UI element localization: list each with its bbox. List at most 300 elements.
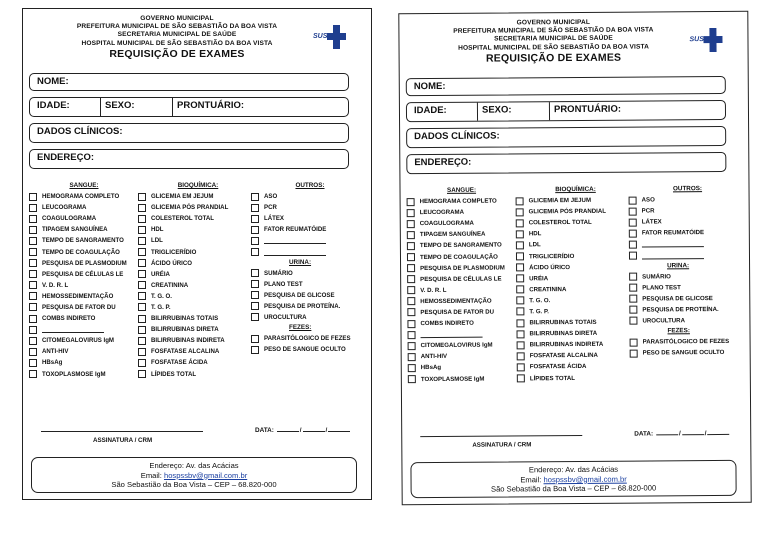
- exam-checkbox-item[interactable]: [516, 239, 636, 251]
- checkbox[interactable]: [517, 374, 525, 382]
- checkbox[interactable]: [629, 196, 637, 204]
- blood-exam-list-extra: [408, 340, 518, 385]
- exam-checkbox-item[interactable]: [251, 191, 369, 202]
- exam-checkbox-item[interactable]: [629, 194, 747, 206]
- checkbox[interactable]: [138, 315, 146, 323]
- exam-checkbox-item[interactable]: [29, 202, 139, 213]
- name-label: NOME:: [413, 80, 446, 93]
- exam-label: PARASITÓLOGICO DE FEZES: [264, 335, 351, 343]
- blank-exam-line[interactable]: [629, 238, 747, 250]
- exam-label: PLANO TEST: [264, 280, 303, 288]
- checkbox[interactable]: [29, 315, 37, 323]
- checkbox[interactable]: [29, 226, 37, 234]
- exam-label: TEMPO DE COAGULAÇÃO: [42, 248, 120, 256]
- exam-label: BILIRRUBINAS TOTAIS: [529, 318, 597, 327]
- exam-checkbox-item[interactable]: [407, 284, 517, 296]
- checkbox[interactable]: [29, 215, 37, 223]
- exam-checkbox-item[interactable]: [251, 333, 369, 344]
- checkbox[interactable]: [516, 197, 524, 205]
- exam-checkbox-item[interactable]: [516, 306, 636, 318]
- name-label: NOME:: [37, 76, 69, 87]
- checkbox[interactable]: [629, 252, 637, 260]
- checkbox[interactable]: [138, 348, 146, 356]
- exam-checkbox-item[interactable]: [29, 224, 139, 235]
- footer-email-link[interactable]: hospssbv@gmail.com.br: [543, 474, 627, 484]
- date-field[interactable]: [255, 425, 351, 434]
- exam-label: ASO: [641, 196, 655, 204]
- exam-checkbox-item[interactable]: [29, 280, 139, 291]
- checkbox[interactable]: [408, 353, 416, 361]
- checkbox[interactable]: [251, 248, 259, 256]
- exam-checkbox-item[interactable]: [138, 324, 258, 335]
- exam-checkbox-item[interactable]: [408, 351, 518, 363]
- exam-checkbox-item[interactable]: [29, 335, 139, 346]
- exam-label: FOSFATASE ALCALINA: [529, 352, 598, 360]
- checkbox[interactable]: [251, 237, 259, 245]
- exam-checkbox-item[interactable]: [517, 361, 637, 373]
- checkbox[interactable]: [29, 348, 37, 356]
- clinical-data-field[interactable]: [406, 126, 726, 148]
- checkbox[interactable]: [408, 364, 416, 372]
- exam-label: PESQUISA DE GLICOSE: [264, 291, 335, 299]
- exam-label: TRIGLICERÍDIO: [151, 248, 197, 256]
- exam-checkbox-item[interactable]: [251, 344, 369, 355]
- exam-checkbox-item[interactable]: [138, 191, 258, 202]
- exam-checkbox-item[interactable]: [407, 218, 517, 230]
- exam-checkbox-item[interactable]: [517, 372, 637, 384]
- exam-checkbox-item[interactable]: [516, 261, 636, 273]
- urine-section-title: URINA:: [667, 261, 690, 269]
- signature-line[interactable]: [420, 435, 582, 437]
- checkbox[interactable]: [29, 359, 37, 367]
- exam-checkbox-item[interactable]: [138, 202, 258, 213]
- checkbox[interactable]: [517, 341, 525, 349]
- checkbox[interactable]: [407, 320, 415, 328]
- footer-email-link[interactable]: hospssbv@gmail.com.br: [163, 470, 248, 480]
- exam-checkbox-item[interactable]: [407, 273, 517, 285]
- stool-section-title: FEZES:: [667, 327, 690, 335]
- checkbox[interactable]: [407, 264, 415, 272]
- exam-label: PESO DE SANGUE OCULTO: [264, 346, 346, 354]
- checkbox[interactable]: [516, 263, 524, 271]
- checkbox[interactable]: [629, 273, 637, 281]
- exam-label: PESO DE SANGUE OCULTO: [642, 349, 725, 357]
- exam-checkbox-item[interactable]: [29, 269, 139, 280]
- sex-label: SEXO:: [105, 100, 135, 111]
- checkbox[interactable]: [138, 337, 146, 345]
- checkbox[interactable]: [251, 291, 259, 299]
- checkbox[interactable]: [251, 346, 259, 354]
- exam-checkbox-item[interactable]: [516, 283, 636, 295]
- exam-label: LDL: [151, 237, 163, 245]
- exam-checkbox-item[interactable]: [29, 213, 139, 224]
- exam-label: T. G. O.: [151, 292, 172, 300]
- exam-label: HBsAg: [420, 364, 442, 372]
- exam-label: ÁCIDO ÚRICO: [529, 263, 571, 271]
- footer-city: São Sebastião da Boa Vista – CEP – 68.820-000: [111, 480, 277, 490]
- exam-label: HBsAg: [42, 359, 63, 367]
- checkbox[interactable]: [29, 326, 37, 334]
- date-separator: /: [299, 427, 302, 434]
- checkbox[interactable]: [407, 242, 415, 250]
- address-field[interactable]: [406, 152, 726, 174]
- checkbox[interactable]: [138, 193, 146, 201]
- exam-checkbox-item[interactable]: [138, 302, 258, 313]
- exam-checkbox-item[interactable]: [516, 328, 636, 340]
- exam-checkbox-item[interactable]: [138, 357, 258, 368]
- clinical-data-label: DADOS CLÍNICOS:: [414, 130, 500, 143]
- checkbox[interactable]: [630, 349, 638, 357]
- date-month-line: [682, 428, 704, 435]
- exam-checkbox-item[interactable]: [408, 362, 518, 374]
- exam-checkbox-item[interactable]: [516, 228, 636, 240]
- date-month-line: [303, 425, 325, 432]
- exam-checkbox-item[interactable]: [29, 291, 139, 302]
- checkbox[interactable]: [629, 295, 637, 303]
- exam-label: TOXOPLASMOSE IgM: [42, 370, 106, 378]
- exam-label: ANTI-HIV: [42, 348, 69, 356]
- checkbox[interactable]: [251, 280, 259, 288]
- exam-checkbox-item[interactable]: [629, 304, 747, 316]
- checkbox[interactable]: [407, 309, 415, 317]
- checkbox[interactable]: [407, 198, 415, 206]
- checkbox[interactable]: [138, 259, 146, 267]
- exam-checkbox-item[interactable]: [516, 294, 636, 306]
- checkbox[interactable]: [138, 226, 146, 234]
- checkbox[interactable]: [407, 286, 415, 294]
- exam-checkbox-item[interactable]: [251, 202, 369, 213]
- checkbox[interactable]: [408, 342, 416, 350]
- age-sex-record-row: [406, 100, 726, 122]
- exam-checkbox-item[interactable]: [407, 317, 517, 329]
- exam-label: GLICEMIA PÓS PRANDIAL: [151, 204, 229, 212]
- checkbox[interactable]: [516, 286, 524, 294]
- date-year-line: [704, 428, 729, 438]
- exam-checkbox-item[interactable]: [629, 227, 747, 239]
- address-label: ENDEREÇO:: [37, 152, 95, 163]
- exam-checkbox-item[interactable]: [251, 279, 369, 290]
- checkbox[interactable]: [516, 241, 524, 249]
- exam-label: SUMÁRIO: [642, 272, 671, 281]
- checkbox[interactable]: [516, 297, 524, 305]
- exam-label: PESQUISA DE FATOR DU: [42, 303, 116, 311]
- stool-exam-list: [630, 336, 748, 359]
- exam-checkbox-item[interactable]: [408, 340, 518, 352]
- exam-checkbox-item[interactable]: [251, 268, 369, 279]
- blood-exam-list: [29, 191, 139, 324]
- checkbox[interactable]: [251, 204, 259, 212]
- checkbox[interactable]: [407, 253, 415, 261]
- exam-checkbox-item[interactable]: [407, 295, 517, 307]
- exam-label: TEMPO DE COAGULAÇÃO: [419, 253, 498, 261]
- address-label: ENDEREÇO:: [414, 156, 472, 169]
- checkbox[interactable]: [138, 292, 146, 300]
- checkbox[interactable]: [138, 204, 146, 212]
- record-field[interactable]: [549, 102, 621, 121]
- checkbox[interactable]: [629, 229, 637, 237]
- exam-checkbox-item[interactable]: [251, 301, 369, 312]
- checkbox[interactable]: [29, 370, 37, 378]
- exam-checkbox-item[interactable]: [407, 251, 517, 263]
- exam-label: T. G. P.: [151, 303, 171, 311]
- footer-box: [31, 457, 357, 493]
- exam-label: TIPAGEM SANGUÍNEA: [42, 226, 108, 234]
- exam-checkbox-item[interactable]: [138, 258, 258, 269]
- checkbox[interactable]: [138, 303, 146, 311]
- sex-field[interactable]: [100, 98, 135, 116]
- checkbox[interactable]: [516, 230, 524, 238]
- exam-label: FOSFATASE ALCALINA: [151, 348, 220, 356]
- exam-label: HEMOSSEDIMENTAÇÃO: [420, 297, 492, 305]
- exam-checkbox-item[interactable]: [629, 216, 747, 228]
- exam-label: LÁTEX: [641, 218, 662, 226]
- blank-exam-line[interactable]: [629, 249, 747, 261]
- checkbox[interactable]: [138, 215, 146, 223]
- exam-request-form-right: [398, 11, 751, 505]
- exam-checkbox-item[interactable]: [138, 246, 258, 257]
- checkbox[interactable]: [629, 218, 637, 226]
- exam-label: TEMPO DE SANGRAMENTO: [419, 241, 502, 250]
- checkbox[interactable]: [517, 352, 525, 360]
- sus-logo-text: SUS: [313, 33, 328, 40]
- checkbox[interactable]: [408, 375, 416, 383]
- signature-label: ASSINATURA / CRM: [93, 437, 153, 444]
- exam-checkbox-item[interactable]: [138, 313, 258, 324]
- checkbox[interactable]: [516, 308, 524, 316]
- exam-checkbox-item[interactable]: [251, 290, 369, 301]
- exam-checkbox-item[interactable]: [629, 205, 747, 217]
- exam-label: PESQUISA DE PLASMODIUM: [420, 264, 505, 272]
- checkbox[interactable]: [516, 219, 524, 227]
- urine-exam-list: [251, 268, 369, 323]
- form-title: REQUISIÇÃO DE EXAMES: [109, 47, 245, 60]
- checkbox[interactable]: [29, 237, 37, 245]
- checkbox[interactable]: [251, 226, 259, 234]
- exam-label: COMBS INDIRETO: [420, 319, 474, 328]
- checkbox[interactable]: [407, 298, 415, 306]
- exam-checkbox-item[interactable]: [629, 315, 747, 327]
- checkbox[interactable]: [629, 317, 637, 325]
- checkbox[interactable]: [29, 292, 37, 300]
- checkbox[interactable]: [251, 193, 259, 201]
- blood-section-title: SANGUE:: [446, 186, 477, 194]
- exam-checkbox-item[interactable]: [630, 347, 748, 359]
- checkbox[interactable]: [629, 240, 637, 248]
- exam-checkbox-item[interactable]: [629, 293, 747, 305]
- checkbox[interactable]: [407, 275, 415, 283]
- checkbox[interactable]: [29, 303, 37, 311]
- exam-checkbox-item[interactable]: [517, 339, 637, 351]
- age-label: IDADE:: [413, 104, 447, 117]
- exam-label: CREATININA: [151, 281, 189, 289]
- exam-checkbox-item[interactable]: [407, 206, 517, 218]
- exam-checkbox-item[interactable]: [29, 235, 139, 246]
- exam-label: FOSFATASE ÁCIDA: [151, 359, 208, 367]
- checkbox[interactable]: [138, 359, 146, 367]
- blank-line: [42, 326, 104, 333]
- date-field[interactable]: [634, 428, 730, 438]
- exam-label: HDL: [151, 226, 164, 234]
- checkbox[interactable]: [629, 207, 637, 215]
- exam-label: PESQUISA DE PROTEÍNA.: [642, 305, 719, 314]
- name-field[interactable]: [406, 76, 726, 96]
- exam-label: COLESTEROL TOTAL: [151, 215, 214, 223]
- biochemistry-column: [138, 181, 258, 380]
- header-line-2: PREFEITURA MUNICIPAL DE SÃO SEBASTIÃO DA BOA VISTA: [453, 26, 654, 36]
- exam-checkbox-item[interactable]: [407, 240, 517, 252]
- header-line-1: GOVERNO MUNICIPAL: [516, 18, 591, 27]
- exam-checkbox-item[interactable]: [407, 306, 517, 318]
- exam-checkbox-item[interactable]: [629, 281, 747, 293]
- blood-exam-list: [407, 195, 518, 329]
- exam-label: PESQUISA DE GLICOSE: [642, 294, 713, 303]
- exam-checkbox-item[interactable]: [138, 335, 258, 346]
- blank-exam-line[interactable]: [29, 324, 139, 335]
- exam-checkbox-item[interactable]: [630, 336, 748, 348]
- footer-email-label: Email:: [520, 474, 544, 484]
- checkbox[interactable]: [138, 281, 146, 289]
- exam-checkbox-item[interactable]: [138, 224, 258, 235]
- exam-checkbox-item[interactable]: [138, 280, 258, 291]
- exam-checkbox-item[interactable]: [29, 369, 139, 380]
- record-field[interactable]: [172, 98, 244, 116]
- exam-checkbox-item[interactable]: [29, 357, 139, 368]
- blood-column: [29, 181, 139, 380]
- checkbox[interactable]: [516, 208, 524, 216]
- checkbox[interactable]: [138, 237, 146, 245]
- exam-label: COAGULOGRAMA: [42, 215, 97, 223]
- exam-checkbox-item[interactable]: [517, 350, 637, 362]
- exam-checkbox-item[interactable]: [251, 213, 369, 224]
- exam-checkbox-item[interactable]: [29, 258, 139, 269]
- exam-label: PESQUISA DE PROTEÍNA.: [264, 302, 341, 310]
- footer-email-line: [32, 471, 356, 481]
- exam-checkbox-item[interactable]: [251, 224, 369, 235]
- exam-checkbox-item[interactable]: [407, 195, 517, 207]
- exam-checkbox-item[interactable]: [251, 312, 369, 323]
- checkbox[interactable]: [251, 269, 259, 277]
- checkbox[interactable]: [629, 306, 637, 314]
- header-line-1: GOVERNO MUNICIPAL: [140, 15, 214, 22]
- address-field[interactable]: [29, 149, 349, 169]
- checkbox[interactable]: [251, 215, 259, 223]
- checkbox[interactable]: [408, 331, 416, 339]
- sus-logo-text: SUS: [689, 36, 704, 44]
- checkbox[interactable]: [29, 193, 37, 201]
- exam-checkbox-item[interactable]: [407, 262, 517, 274]
- exam-label: PLANO TEST: [642, 283, 681, 292]
- checkbox[interactable]: [407, 220, 415, 228]
- checkbox[interactable]: [407, 231, 415, 239]
- exam-label: PESQUISA DE PLASMODIUM: [42, 259, 127, 267]
- checkbox[interactable]: [251, 313, 259, 321]
- exam-checkbox-item[interactable]: [138, 235, 258, 246]
- header-line-4: HOSPITAL MUNICIPAL DE SÃO SEBASTIÃO DA BOA VISTA: [81, 39, 273, 47]
- exam-checkbox-item[interactable]: [138, 291, 258, 302]
- exam-checkbox-item[interactable]: [629, 270, 747, 282]
- checkbox[interactable]: [138, 326, 146, 334]
- checkbox[interactable]: [29, 248, 37, 256]
- exam-checkbox-item[interactable]: [29, 191, 139, 202]
- exam-label: ASO: [264, 193, 278, 201]
- exam-label: BILIRRUBINAS DIRETA: [151, 326, 219, 334]
- checkbox[interactable]: [630, 338, 638, 346]
- checkbox[interactable]: [138, 370, 146, 378]
- exam-checkbox-item[interactable]: [138, 369, 258, 380]
- checkbox[interactable]: [29, 281, 37, 289]
- checkbox[interactable]: [29, 259, 37, 267]
- exam-checkbox-item[interactable]: [138, 213, 258, 224]
- exam-label: COMBS INDIRETO: [42, 315, 96, 323]
- exam-checkbox-item[interactable]: [138, 269, 258, 280]
- checkbox[interactable]: [517, 330, 525, 338]
- exam-checkbox-item[interactable]: [29, 302, 139, 313]
- blank-line: [264, 237, 326, 244]
- exam-label: PARASITÓLOGICO DE FEZES: [642, 338, 730, 346]
- other-exam-list: [251, 191, 369, 235]
- urine-exam-list: [629, 270, 747, 326]
- date-day-line: [277, 425, 299, 432]
- checkbox[interactable]: [516, 319, 524, 327]
- name-field[interactable]: [29, 73, 349, 91]
- checkbox[interactable]: [138, 248, 146, 256]
- checkbox[interactable]: [251, 335, 259, 343]
- checkbox[interactable]: [138, 270, 146, 278]
- checkbox[interactable]: [29, 270, 37, 278]
- exam-label: LDL: [528, 241, 541, 249]
- exam-checkbox-item[interactable]: [29, 346, 139, 357]
- blood-section-title: SANGUE:: [69, 182, 99, 189]
- date-label: DATA:: [255, 427, 274, 434]
- date-separator: /: [325, 427, 328, 434]
- exam-checkbox-item[interactable]: [516, 250, 636, 262]
- exam-checkbox-item[interactable]: [408, 373, 518, 385]
- footer-address: Endereço: Av. das Acácias: [149, 461, 239, 470]
- checkbox[interactable]: [407, 209, 415, 217]
- exam-label: URÉIA: [151, 270, 170, 278]
- exam-checkbox-item[interactable]: [516, 317, 636, 329]
- exam-checkbox-item[interactable]: [516, 272, 636, 284]
- checkbox[interactable]: [251, 302, 259, 310]
- date-separator: /: [678, 430, 681, 438]
- exam-checkbox-item[interactable]: [516, 195, 636, 207]
- checkbox[interactable]: [516, 252, 524, 260]
- exam-label: GLICEMIA EM JEJUM: [528, 196, 592, 205]
- checkbox[interactable]: [29, 337, 37, 345]
- exam-checkbox-item[interactable]: [138, 346, 258, 357]
- exam-checkbox-item[interactable]: [29, 246, 139, 257]
- exam-checkbox-item[interactable]: [407, 229, 517, 241]
- blank-exam-line[interactable]: [251, 235, 369, 246]
- checkbox[interactable]: [29, 204, 37, 212]
- blank-exam-line[interactable]: [251, 246, 369, 257]
- signature-label: ASSINATURA / CRM: [472, 441, 532, 449]
- checkbox[interactable]: [629, 284, 637, 292]
- exam-checkbox-item[interactable]: [516, 217, 636, 229]
- blank-exam-line[interactable]: [407, 329, 517, 341]
- exam-checkbox-item[interactable]: [29, 313, 139, 324]
- clinical-data-field[interactable]: [29, 123, 349, 143]
- biochemistry-exam-list: [138, 191, 258, 380]
- exam-label: V. D. R. L: [42, 281, 69, 289]
- checkbox[interactable]: [517, 363, 525, 371]
- exam-label: T. G. O.: [529, 297, 551, 305]
- signature-line[interactable]: [41, 431, 203, 432]
- exam-label: FATOR REUMATÓIDE: [264, 226, 327, 234]
- sex-field[interactable]: [477, 102, 512, 120]
- exam-checkbox-item[interactable]: [516, 206, 636, 218]
- checkbox[interactable]: [516, 275, 524, 283]
